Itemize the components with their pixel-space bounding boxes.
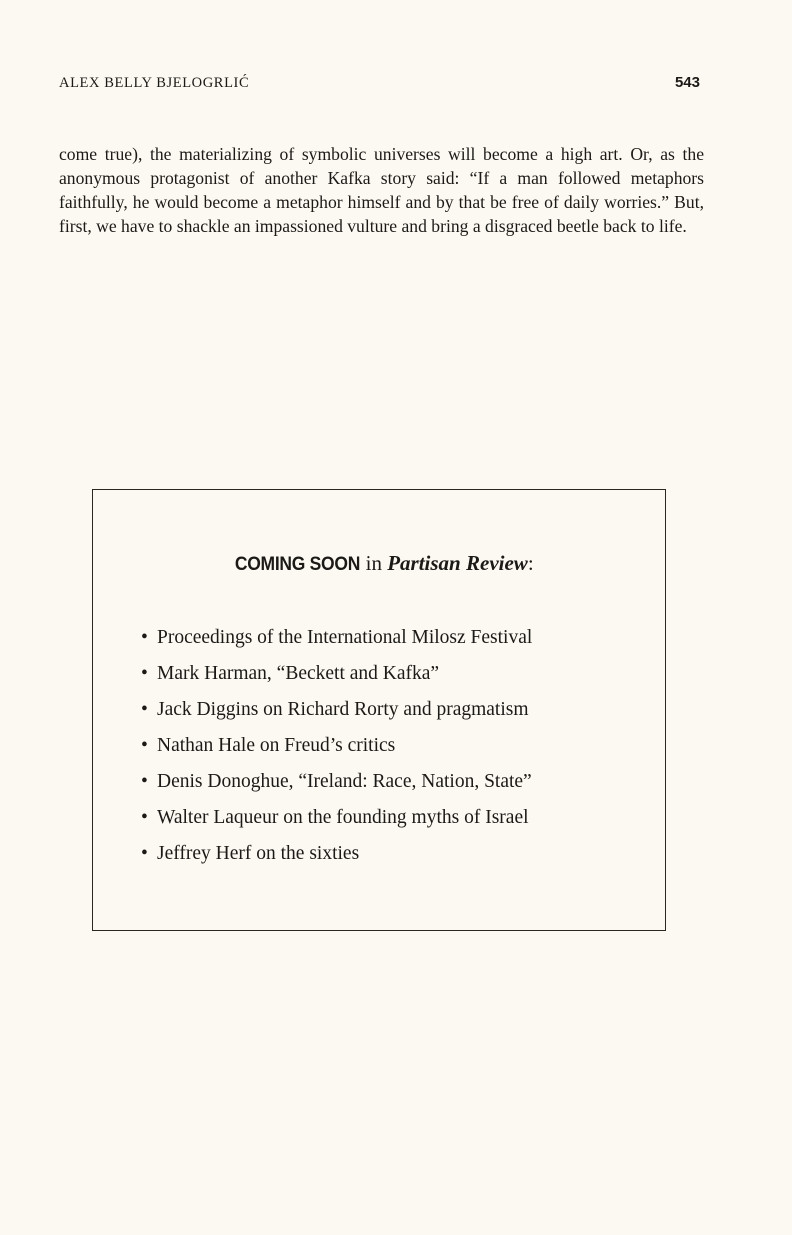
announcement-title <box>93 551 665 576</box>
list-item <box>141 836 532 872</box>
title-colon: : <box>527 551 534 575</box>
paragraph: come true), the materializing of symbolic universes will become a high art. Or, as the anonymous protagonist of another Kafka story said: “If a man followed metaphors faithfully, he would become a metaphor himself and by that be free of daily worries.” But, first, we have to shackle an impassioned vulture and bring a disgraced beetle back to life. <box>59 144 704 236</box>
list-item-text: Walter Laqueur on the founding myths of Israel <box>157 807 529 828</box>
list-item-text: Nathan Hale on Freud’s critics <box>157 735 396 756</box>
list-item <box>141 764 532 800</box>
body-text <box>59 142 704 238</box>
announcement-box <box>92 489 666 931</box>
list-item <box>141 728 532 764</box>
list-item <box>141 800 532 836</box>
list-item-text: Jack Diggins on Richard Rorty and pragmatism <box>157 699 529 720</box>
page-header <box>59 74 700 92</box>
in-word: in <box>365 551 382 575</box>
bullet-icon: • <box>141 771 148 792</box>
list-item <box>141 656 532 692</box>
list-item <box>141 692 532 728</box>
list-item-text: Denis Donoghue, “Ireland: Race, Nation, State” <box>157 771 532 792</box>
list-item-text: Proceedings of the International Milosz Festival <box>157 627 533 648</box>
list-item <box>141 620 532 656</box>
list-item-text: Jeffrey Herf on the sixties <box>157 843 360 864</box>
page-number: 543 <box>674 74 700 91</box>
bullet-icon: • <box>141 843 148 864</box>
upcoming-list <box>141 620 532 872</box>
list-item-text: Mark Harman, “Beckett and Kafka” <box>157 663 440 684</box>
bullet-icon: • <box>141 627 148 648</box>
running-head: ALEX BELLY BJELOGRLIĆ <box>59 75 250 91</box>
bullet-icon: • <box>141 699 148 720</box>
bullet-icon: • <box>141 807 148 828</box>
magazine-name: Partisan Review <box>387 551 528 575</box>
bullet-icon: • <box>141 663 148 684</box>
coming-soon-label: COMING SOON <box>235 554 361 575</box>
bullet-icon: • <box>141 735 148 756</box>
